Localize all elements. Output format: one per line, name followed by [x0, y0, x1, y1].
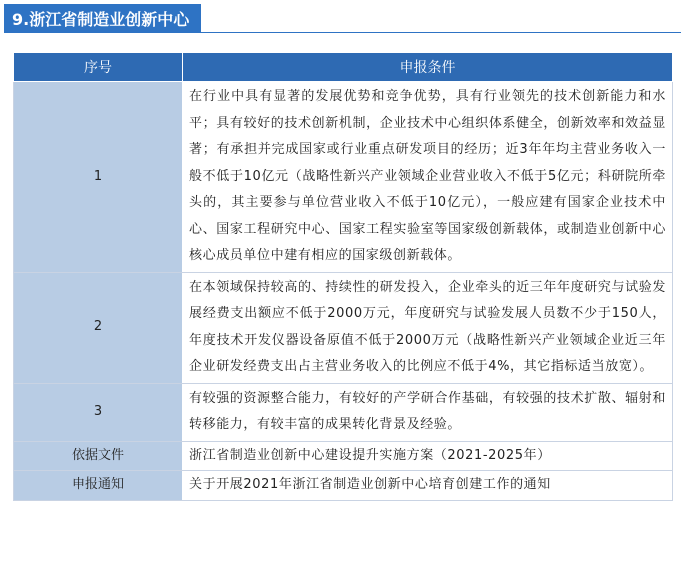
- row-label: 3: [14, 383, 183, 441]
- row-text: 关于开展2021年浙江省制造业创新中心培育创建工作的通知: [183, 471, 673, 501]
- requirements-table: [13, 52, 673, 501]
- header-index: 序号: [14, 53, 183, 82]
- row-text: 有较强的资源整合能力，有较好的产学研合作基础，有较强的技术扩散、辐射和转移能力，有较丰富的成果转化背景及经验。: [183, 383, 673, 441]
- table-row: [14, 441, 673, 471]
- row-label: 依据文件: [14, 441, 183, 471]
- table-row: [14, 471, 673, 501]
- table-row: [14, 272, 673, 383]
- header-conditions: 申报条件: [183, 53, 673, 82]
- section-title-bar: [4, 4, 201, 32]
- section-title: 9.浙江省制造业创新中心: [12, 9, 190, 29]
- row-text: 在行业中具有显著的发展优势和竞争优势，具有行业领先的技术创新能力和水平；具有较好的技术创新机制，企业技术中心组织体系健全，创新效率和效益显著；有承担并完成国家或行业重点研发项目的经历；近3年年均主营业务收入一般不低于10亿元（战略性新兴产业领域企业营业收入不低于5亿元；科研院所牵头的，其主要参与单位营业收入不低于10亿元），一般应建有国家企业技术中心、国家工程研究中心、国家工程实验室等国家级创新载体，或制造业创新中心核心成员单位中建有相应的国家级创新载体。: [183, 82, 673, 273]
- table-row: [14, 383, 673, 441]
- requirements-table-container: [13, 52, 672, 501]
- row-text: 浙江省制造业创新中心建设提升实施方案（2021-2025年）: [183, 441, 673, 471]
- row-label: 申报通知: [14, 471, 183, 501]
- row-label: 2: [14, 272, 183, 383]
- table-row: [14, 82, 673, 273]
- table-header-row: [14, 53, 673, 82]
- row-text: 在本领域保持较高的、持续性的研发投入，企业牵头的近三年年度研究与试验发展经费支出额应不低于2000万元，年度研究与试验发展人员数不少于150人，年度技术开发仪器设备原值不低于2000万元（战略性新兴产业领域企业近三年企业研发经费支出占主营业务收入的比例应不低于4%，其它指标适当放宽）。: [183, 272, 673, 383]
- row-label: 1: [14, 82, 183, 273]
- title-divider: [4, 32, 681, 33]
